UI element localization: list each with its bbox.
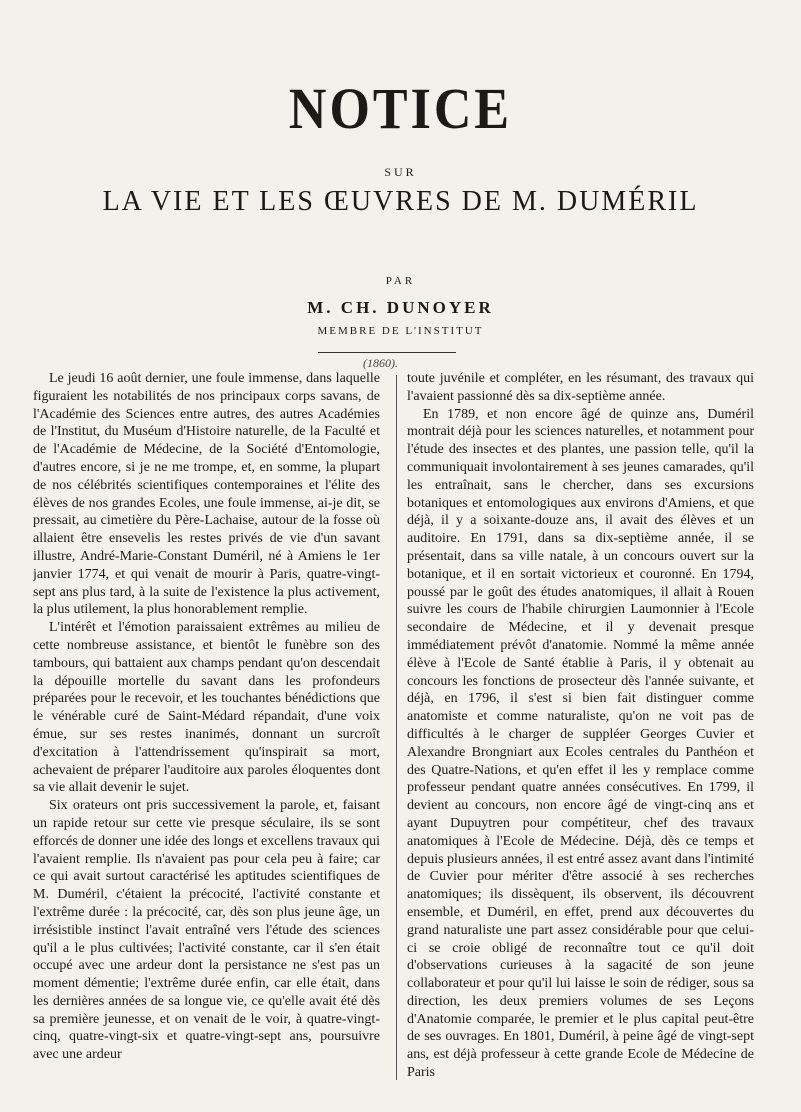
text-column-left <box>33 370 380 1090</box>
paragraph: En 1789, et non encore âgé de quinze ans, Duméril montrait déjà pour les sciences naturelles, et notamment pour l'étude des insectes et des plantes, une passion telle, qu'il la communiquait involontairement à ses jeunes camarades, qu'il les entraînait, sans le chercher, dans ses excursions botaniques et entomologiques aux environs d'Amiens, et que déjà, il y a soixante-douze ans, il avait des élèves et un auditoire. En 1791, dans sa dix-septième année, il se présentait, dans sa ville natale, à un concours ouvert sur la botanique, et il en sortait victorieux et couronné. En 1794, poussé par le goût des études anatomiques, il allait à Rouen suivre les cours de l'habile chirurgien Laumonnier à l'Ecole secondaire de Médecine, et il y devenait presque immédiatement prévôt d'anatomie. Nommé la même année élève à l'Ecole de Santé établie à Paris, il y obtenait au concours les fonctions de prosecteur dès l'année suivante, et déjà, en 1796, il s'est si bien fait distinguer comme anatomiste et comme naturaliste, qu'on ne voit pas de difficultés à le charger de suppléer Georges Cuvier et Alexandre Brongniart aux Ecoles centrales du Panthéon et des Quatre-Nations, et qu'en effet il les y remplace comme professeur pendant quatre années consécutives. En 1799, il devient au concours, non encore âgé de vingt-cinq ans et ayant Dupuytren pour compétiteur, chef des travaux anatomiques à l'Ecole de Médecine. Déjà, dès ce temps et depuis plusieurs années, il est entré assez avant dans l'intimité de Cuvier pour mériter d'être associé à ses recherches anatomiques; ils dissèquent, ils observent, ils découvrent ensemble, et Duméril, en effet, prend aux découvertes du grand naturaliste une part assez considérable pour que celui-ci se croie obligé de reconnaître tout ce qu'il doit d'observations curieuses à la sagacité de son jeune collaborateur et pour qu'il lui laisse le soin de rédiger, sous sa direction, les deux premiers volumes de ses Leçons d'Anatomie comparée, le premier et le plus capital peut-être de ses ouvrages. En 1801, Duméril, à peine âgé de vingt-sept ans, est déjà professeur à cette grande Ecole de Médecine de Paris <box>407 406 754 1081</box>
paragraph: L'intérêt et l'émotion paraissaient extrêmes au milieu de cette nombreuse assistance, et bientôt le funèbre son des tambours, qui battaient aux champs pendant qu'on descendait la dépouille mortelle du savant dans les profondeurs préparées pour le recevoir, et les touchantes bénédictions que le vénérable curé de Saint-Médard répandait, d'une voix émue, sur ses restes inanimés, donnant un surcroît d'excitation à l'attendrissement qu'inspirait sa mort, achevaient de préparer l'auditoire aux paroles éloquentes dont sa vie allait devenir le sujet. <box>33 620 380 796</box>
author-role: MEMBRE DE L'INSTITUT <box>317 325 484 337</box>
page-subtitle: LA VIE ET LES ŒUVRES DE M. DUMÉRIL <box>102 186 699 217</box>
author-name: M. CH. DUNOYER <box>307 298 494 317</box>
paragraph: Le jeudi 16 août dernier, une foule immense, dans laquelle figuraient les notabilités de nos principaux corps savans, de l'Académie des Sciences entre autres, des autres Académies de l'Institut, du Muséum d'Histoire naturelle, de la Faculté et de l'Académie de Médecine, de la Société d'Entomologie, d'autres encore, si je ne me trompe, et, en somme, la plupart de nos célébrités scientifiques contemporaines et l'élite des élèves de nos grandes Ecoles, une foule immense, ai-je dit, se pressait, au cimetière du Père-Lachaise, autour de la fosse où allaient être ensevelis les restes privés de vie d'un savant illustre, André-Marie-Constant Duméril, né à Amiens le 1er janvier 1774, et qui venait de mourir à Paris, quatre-vingt-sept ans plus tard, à la suite de l'existence la plus activement, la plus utilement, la plus honorablement remplie. <box>33 371 380 618</box>
author-preposition: PAR <box>385 275 416 287</box>
page-title: NOTICE <box>288 77 513 142</box>
title-divider <box>318 352 456 353</box>
column-divider <box>396 375 397 1080</box>
paragraph: Six orateurs ont pris successivement la parole, et, faisant un rapide retour sur cette vie presque séculaire, ils se sont efforcés de donner une idée des longs et excellens travaux qui l'avaient remplie. Ils n'avaient pas pour cela peu à faire; car ce qui avait surtout caractérisé les aptitudes scientifiques de M. Duméril, c'étaient la précocité, l'activité constante et l'extrême durée : la précocité, car, dès son plus jeune âge, un irrésistible instinct l'avait entraîné vers l'étude des sciences qu'il a le plus cultivées; l'activité constante, car il s'en était occupé avec une ardeur dont la persistance ne s'est pas un moment démentie; l'extrême durée enfin, car elle était, dans les dernières années de sa longue vie, ce qu'elle avait été dès sa première jeunesse, et on venait de le voir, à quatre-vingt-cinq, quatre-vingt-six et quatre-vingt-sept ans, poursuivre avec une ardeur <box>33 798 380 1063</box>
paragraph: toute juvénile et compléter, en les résumant, des travaux qui l'avaient passionné dès sa dix-septième année. <box>407 371 754 404</box>
text-column-right <box>407 370 754 1090</box>
title-preposition: SUR <box>384 165 417 179</box>
handwritten-year-stamp: (1860). <box>363 356 398 370</box>
